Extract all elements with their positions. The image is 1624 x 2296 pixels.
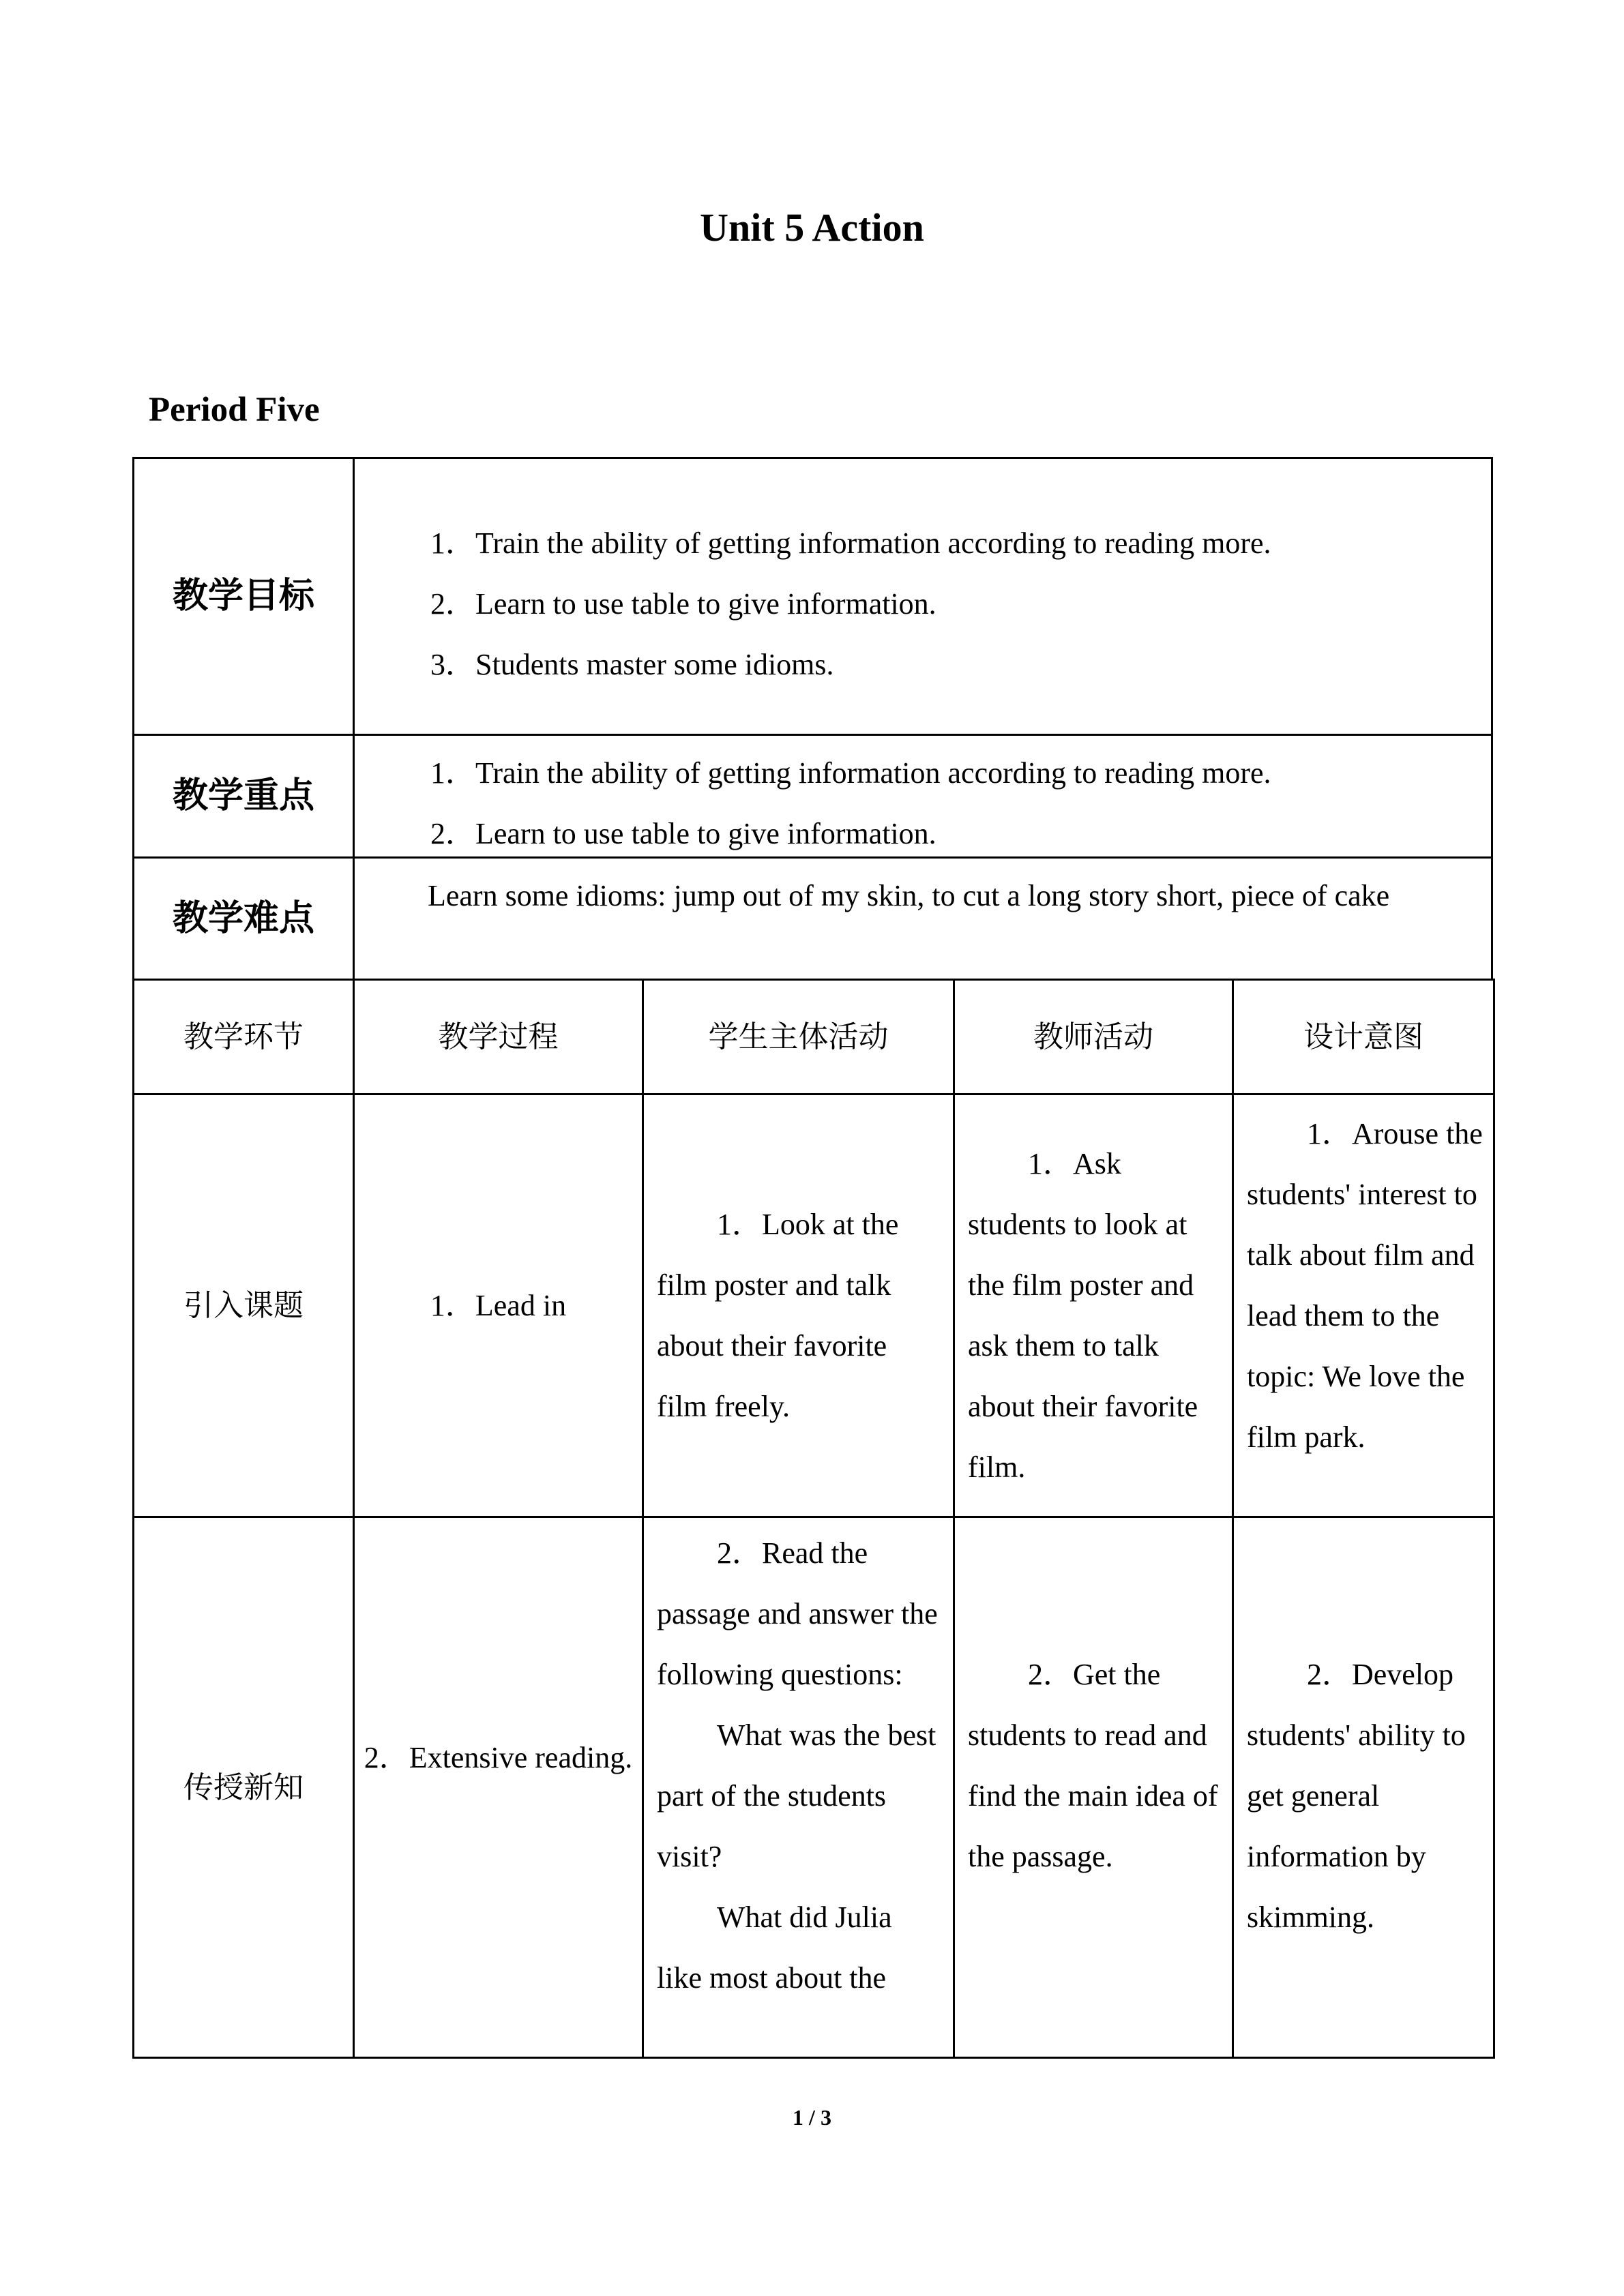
header-teacher-activity: 教师活动 bbox=[1033, 1019, 1153, 1054]
period-heading: Period Five bbox=[149, 391, 320, 429]
table-rule bbox=[1491, 457, 1493, 981]
row-teacher-activity bbox=[968, 1133, 1227, 1497]
design-intent-text: 1．Arouse the students' interest to talk about film and lead them to the topic: We love the film park. bbox=[1247, 1117, 1483, 1454]
key-points-list bbox=[430, 743, 1481, 864]
row-teacher-activity bbox=[968, 1644, 1227, 1887]
table-rule bbox=[953, 979, 955, 2059]
header-stage: 教学环节 bbox=[183, 1019, 304, 1054]
goal-item: 2．Learn to use table to give information. bbox=[430, 587, 936, 621]
teacher-activity-text: 2．Get the students to read and find the main idea of the passage. bbox=[968, 1658, 1218, 1873]
table-rule bbox=[132, 2057, 1495, 2059]
goal-item: 1．Train the ability of getting information according to reading more. bbox=[430, 526, 1271, 560]
document-title: Unit 5 Action bbox=[700, 205, 924, 250]
row-process: 1．Lead in bbox=[430, 1289, 567, 1322]
student-activity-question: What was the best part of the students visit? bbox=[657, 1718, 936, 1873]
student-activity-text: 2．Read the passage and answer the following questions: bbox=[657, 1536, 938, 1691]
table-rule bbox=[1232, 979, 1234, 2059]
row-student-activity bbox=[657, 1523, 943, 2057]
key-point-item: 1．Train the ability of getting information according to reading more. bbox=[430, 756, 1271, 790]
header-design-intent: 设计意图 bbox=[1303, 1019, 1423, 1054]
header-student-activity: 学生主体活动 bbox=[708, 1019, 889, 1054]
key-points-label: 教学重点 bbox=[172, 775, 314, 816]
difficulties-label: 教学难点 bbox=[172, 897, 314, 939]
goals-list bbox=[430, 513, 1481, 695]
key-point-item: 2．Learn to use table to give information. bbox=[430, 817, 936, 850]
lesson-plan-table bbox=[132, 457, 1493, 2059]
goal-item: 3．Students master some idioms. bbox=[430, 648, 834, 681]
goals-label: 教学目标 bbox=[172, 576, 314, 616]
design-intent-text: 2．Develop students' ability to get general information by skimming. bbox=[1247, 1658, 1466, 1934]
student-activity-question: What did Julia like most about the bbox=[657, 1900, 892, 1995]
page-number: 1 / 3 bbox=[793, 2105, 831, 2130]
teacher-activity-text: 1．Ask students to look at the film poster and ask them to talk about their favorite film. bbox=[968, 1147, 1198, 1484]
row-stage: 传授新知 bbox=[183, 1770, 304, 1805]
row-stage: 引入课题 bbox=[183, 1288, 304, 1323]
difficulties-text: Learn some idioms: jump out of my skin, to cut a long story short, piece of cake bbox=[428, 879, 1390, 912]
row-process: 2．Extensive reading. bbox=[364, 1741, 633, 1774]
row-student-activity bbox=[657, 1194, 943, 1437]
table-rule bbox=[1493, 979, 1495, 2059]
row-design-intent bbox=[1247, 1644, 1488, 1948]
table-rule bbox=[642, 979, 644, 2059]
row-design-intent bbox=[1247, 1103, 1488, 1467]
header-process: 教学过程 bbox=[438, 1019, 559, 1054]
student-activity-text: 1．Look at the film poster and talk about their favorite film freely. bbox=[657, 1208, 899, 1423]
